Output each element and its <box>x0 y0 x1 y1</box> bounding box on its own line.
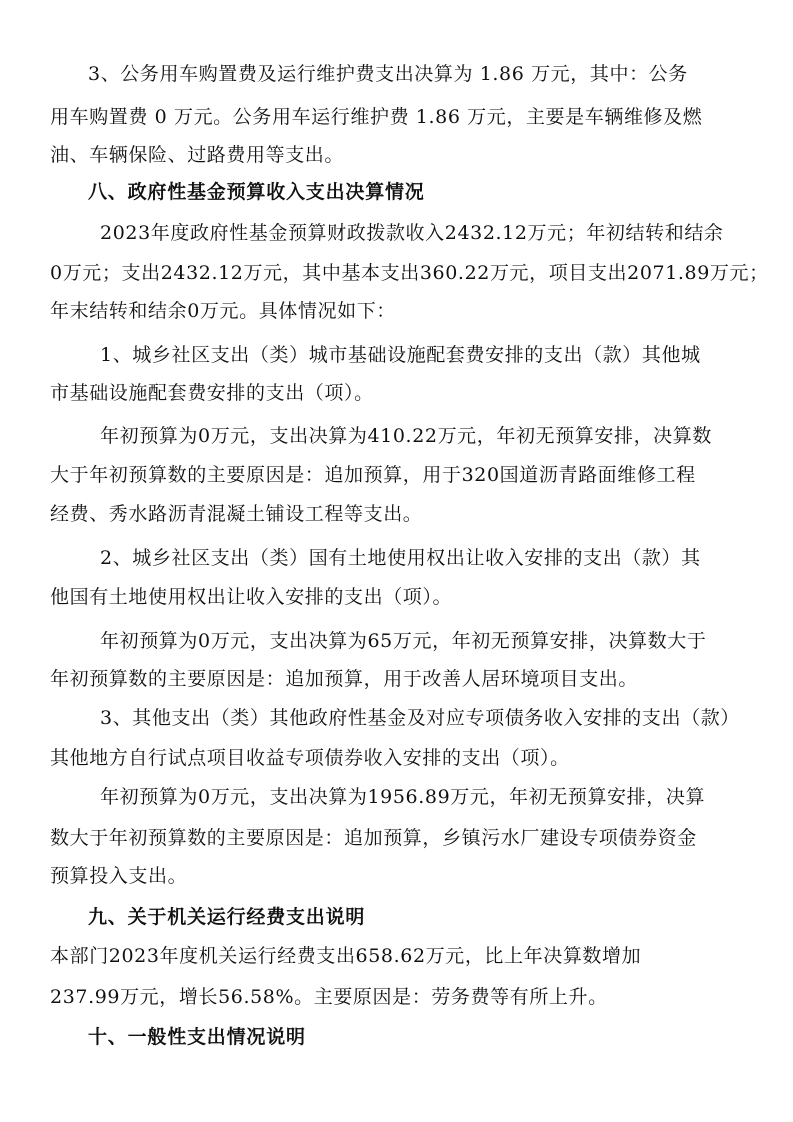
body-line: 年初预算数的主要原因是：追加预算，用于改善人居环境项目支出。 <box>50 668 639 690</box>
body-line: 预算投入支出。 <box>50 865 188 887</box>
body-line: 他国有土地使用权出让收入安排的支出（项）。 <box>50 586 453 608</box>
section-heading-9: 九、关于机关运行经费支出说明 <box>88 906 366 928</box>
body-line: 2023年度政府性基金预算财政拨款收入2432.12万元；年初结转和结余 <box>100 222 724 244</box>
body-line: 其他地方自行试点项目收益专项债券收入安排的支出（项）。 <box>50 747 570 769</box>
body-line: 用车购置费 0 万元。公务用车运行维护费 1.86 万元，主要是车辆维修及燃 <box>50 106 703 128</box>
body-line: 大于年初预算数的主要原因是：追加预算，用于320国道沥青路面维修工程 <box>50 464 696 486</box>
body-line: 237.99万元，增长56.58%。主要原因是：劳务费等有所上升。 <box>50 986 608 1008</box>
body-line: 2、城乡社区支出（类）国有土地使用权出让收入安排的支出（款）其 <box>100 547 701 569</box>
body-line: 年初预算为0万元，支出决算为410.22万元，年初无预算安排，决算数 <box>100 425 712 447</box>
body-line: 年初预算为0万元，支出决算为65万元，年初无预算安排，决算数大于 <box>100 630 707 652</box>
section-heading-8: 八、政府性基金预算收入支出决算情况 <box>88 181 425 203</box>
body-line: 本部门2023年度机关运行经费支出658.62万元，比上年决算数增加 <box>50 945 642 967</box>
body-line: 市基础设施配套费安排的支出（项）。 <box>50 382 374 404</box>
body-line: 0万元；支出2432.12万元，其中基本支出360.22万元，项目支出2071.89万元； <box>50 262 769 284</box>
body-line: 3、公务用车购置费及运行维护费支出决算为 1.86 万元，其中：公务 <box>88 63 688 85</box>
body-line: 经费、秀水路沥青混凝土铺设工程等支出。 <box>50 503 423 525</box>
body-line: 1、城乡社区支出（类）城市基础设施配套费安排的支出（款）其他城 <box>100 344 701 366</box>
body-line: 数大于年初预算数的主要原因是：追加预算，乡镇污水厂建设专项债券资金 <box>50 827 697 849</box>
body-line: 油、车辆保险、过路费用等支出。 <box>50 144 345 166</box>
body-line: 年末结转和结余0万元。具体情况如下： <box>50 300 396 322</box>
body-line: 年初预算为0万元，支出决算为1956.89万元，年初无预算安排，决算 <box>100 786 706 808</box>
body-line: 3、其他支出（类）其他政府性基金及对应专项债务收入安排的支出（款） <box>100 707 740 729</box>
section-heading-10: 十、一般性支出情况说明 <box>88 1026 306 1048</box>
